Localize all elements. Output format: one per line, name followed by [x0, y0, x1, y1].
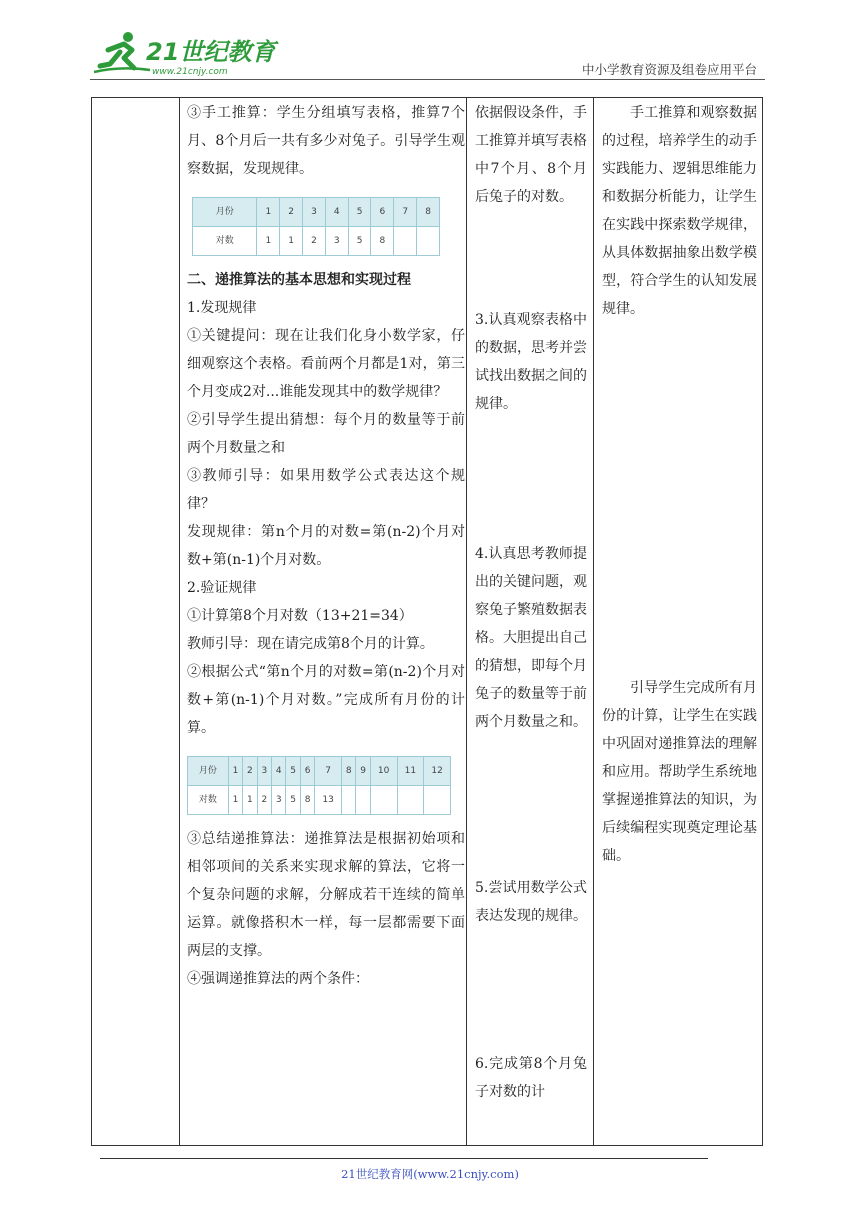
table-cell: 月份 — [193, 198, 257, 227]
table-cell — [341, 786, 355, 815]
header-divider — [90, 79, 765, 80]
table-cell: 2 — [257, 786, 271, 815]
column-divider — [466, 98, 467, 1145]
runner-icon — [94, 32, 150, 72]
table-cell: 12 — [424, 757, 451, 786]
column-divider — [179, 98, 180, 1145]
table-cell — [356, 786, 370, 815]
table-cell: 6 — [371, 198, 394, 227]
table-cell: 6 — [300, 757, 314, 786]
section-heading: 二、递推算法的基本思想和实现过程 — [187, 272, 411, 288]
table-cell: 4 — [325, 198, 348, 227]
rabbit-table-8 — [192, 197, 440, 256]
text-paragraph: 教师引导：现在请完成第8个月的计算。 — [187, 636, 434, 652]
footer-divider — [100, 1158, 708, 1159]
table-cell: 1 — [243, 786, 257, 815]
table-cell: 4 — [272, 757, 286, 786]
svg-text:www.21cnjy.com: www.21cnjy.com — [152, 67, 228, 77]
text-paragraph: ③总结递推算法：递推算法是根据初始项和相邻项间的关系来实现求解的算法，它将一个复杂问题的求解，分解成若干连续的简单运算。就像搭积木一样，每一层都需要下面两层的支撑。 — [187, 831, 465, 959]
lesson-table — [91, 97, 763, 1146]
table-cell — [370, 786, 397, 815]
table-cell: 7 — [315, 757, 342, 786]
text-paragraph: ①计算第8个月对数（13+21=34） — [187, 608, 413, 624]
text-paragraph: ④强调递推算法的两个条件： — [187, 971, 369, 987]
table-cell: 1 — [280, 227, 303, 256]
table-cell: 10 — [370, 757, 397, 786]
table-cell — [394, 227, 417, 256]
table-cell: 1 — [257, 227, 280, 256]
table-row — [188, 757, 451, 786]
design-intent-cell — [602, 99, 757, 864]
text-paragraph: 6.完成第8个月兔子对数的计 — [475, 1056, 587, 1100]
table-cell: 8 — [300, 786, 314, 815]
table-cell: 1 — [228, 786, 242, 815]
subsection-heading: 1.发现规律 — [187, 300, 257, 316]
table-cell: 3 — [257, 757, 271, 786]
table-cell: 对数 — [193, 227, 257, 256]
table-row — [193, 198, 440, 227]
text-paragraph: ②根据公式“第n个月的对数=第(n-2)个月对数+第(n-1)个月对数。”完成所有月份的计算。 — [187, 664, 465, 736]
table-cell — [424, 786, 451, 815]
table-row — [193, 227, 440, 256]
table-cell: 8 — [417, 198, 440, 227]
platform-name: 中小学教育资源及组卷应用平台 — [581, 62, 757, 77]
table-cell: 2 — [280, 198, 303, 227]
text-paragraph: 5.尝试用数学公式表达发现的规律。 — [475, 880, 587, 924]
table-cell: 1 — [228, 757, 242, 786]
teacher-activity-cell — [187, 99, 465, 993]
table-cell: 3 — [303, 198, 326, 227]
table-cell: 7 — [394, 198, 417, 227]
text-paragraph: 发现规律：第n个月的对数=第(n-2)个月对数+第(n-1)个月对数。 — [187, 524, 465, 568]
text-paragraph: 依据假设条件，手工推算并填写表格中7个月、8个月后兔子的对数。 — [475, 105, 587, 205]
text-paragraph: ②引导学生提出猜想：每个月的数量等于前两个月数量之和 — [187, 412, 465, 456]
text-paragraph: ③教师引导：如果用数学公式表达这个规律？ — [187, 468, 465, 512]
table-cell: 月份 — [188, 757, 229, 786]
table-cell: 5 — [286, 786, 300, 815]
table-cell: 8 — [371, 227, 394, 256]
table-cell: 8 — [341, 757, 355, 786]
table-cell: 对数 — [188, 786, 229, 815]
subsection-heading: 2.验证规律 — [187, 580, 257, 596]
site-logo — [90, 28, 290, 78]
table-cell: 5 — [348, 227, 371, 256]
page-header — [90, 28, 765, 84]
table-row — [188, 786, 451, 815]
text-paragraph: 3.认真观察表格中的数据，思考并尝试找出数据之间的规律。 — [475, 312, 587, 412]
text-paragraph: 4.认真思考教师提出的关键问题，观察兔子繁殖数据表格。大胆提出自己的猜想，即每个月兔子的数量等于前两个月数量之和。 — [475, 546, 587, 730]
table-cell: 3 — [325, 227, 348, 256]
table-cell: 1 — [257, 198, 280, 227]
table-cell: 2 — [243, 757, 257, 786]
table-cell: 2 — [303, 227, 326, 256]
table-cell — [417, 227, 440, 256]
text-paragraph: ①关键提问：现在让我们化身小数学家，仔细观察这个表格。看前两个月都是1对，第三个月变成2对...谁能发现其中的数学规律？ — [187, 328, 465, 400]
column-divider — [593, 98, 594, 1145]
table-cell: 5 — [348, 198, 371, 227]
student-activity-cell — [475, 99, 587, 1100]
text-paragraph: ③手工推算：学生分组填写表格，推算7个月、8个月后一共有多少对兔子。引导学生观察数据，发现规律。 — [187, 105, 465, 177]
table-cell: 13 — [315, 786, 342, 815]
rabbit-table-12 — [187, 756, 451, 815]
table-cell — [397, 786, 424, 815]
svg-text:21世纪教育: 21世纪教育 — [146, 38, 276, 66]
table-cell: 5 — [286, 757, 300, 786]
text-paragraph: 手工推算和观察数据的过程，培养学生的动手实践能力、逻辑思维能力和数据分析能力，让学生在实践中探索数学规律，从具体数据抽象出数学模型，符合学生的认知发展规律。 — [602, 105, 757, 317]
page-footer: 21世纪教育网(www.21cnjy.com) — [341, 1167, 519, 1181]
table-cell: 11 — [397, 757, 424, 786]
table-cell: 3 — [272, 786, 286, 815]
text-paragraph: 引导学生完成所有月份的计算，让学生在实践中巩固对递推算法的理解和应用。帮助学生系统地掌握递推算法的知识，为后续编程实现奠定理论基础。 — [602, 680, 757, 864]
table-cell: 9 — [356, 757, 370, 786]
